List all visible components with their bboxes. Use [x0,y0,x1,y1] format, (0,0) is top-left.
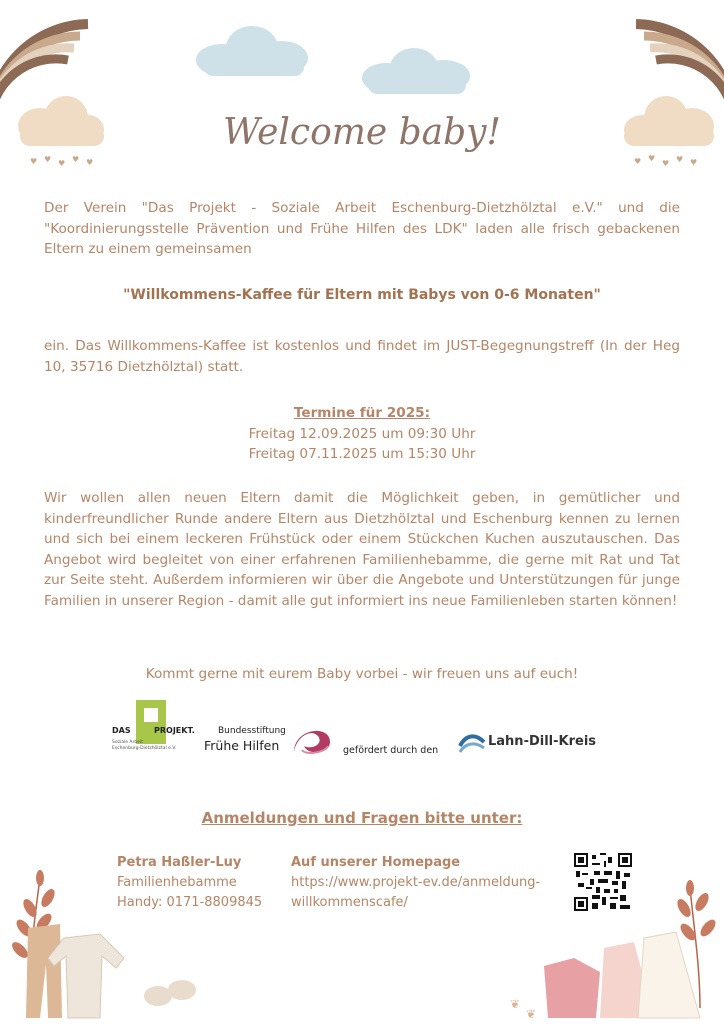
baby-clothes-left-icon [0,868,200,1024]
projekt-p-shape [136,700,166,744]
svg-text:♥: ♥ [30,157,38,166]
body-text: Wir wollen allen neuen Eltern damit die Möglichkeit geben, in gemütlicher und kinderfreundlicher Runde andere Eltern aus Dietzhölztal und Eschenburg kennen zu lernen und sich bei einem leckeren Frühstück oder einem Stückchen Kuchen auszutauschen. Das Angebot wird begleitet von einer erfahrenen Familienhebamme, die gerne mit Rat und Tat zur Seite steht. Außerdem informieren wir über die Angebote und Unterstützungen für junge Familien in unserer Region - damit alle gut informiert ins neue Familienleben starten können! [44,490,680,609]
svg-text:♥: ♥ [648,154,656,163]
contact-role: Familienhebamme [117,875,237,890]
projekt-das: DAS [112,726,131,735]
bundesstiftung-line1: Bundesstiftung [218,726,286,736]
event-title: "Willkommens-Kaffee für Eltern mit Babys von 0-6 Monaten" [123,287,601,303]
wave-icon [458,732,486,754]
lahn-dill-kreis-logo [458,730,608,758]
svg-text:♥: ♥ [58,159,66,168]
page-title: Welcome baby! [223,112,501,153]
intro-text: Der Verein "Das Projekt - Soziale Arbeit Eschenburg-Dietzhölztal e.V." und die "Koordinierungsstelle Prävention und Frühe Hilfen des LDK" laden alle frisch gebackenen Eltern zu einem gemeinsamen [44,200,680,257]
dates-heading: Termine für 2025: [293,405,431,421]
registration-heading: Anmeldungen und Fragen bitte unter: [201,809,523,827]
baby-clothes-right-icon [504,868,724,1024]
svg-text:♥: ♥ [86,158,94,167]
gefoerdert-text: gefördert durch den [343,745,439,756]
cloud-right-icon [356,44,476,100]
dates-section [0,403,724,465]
das-projekt-logo [110,700,200,760]
frühe-hilfen-swirl-icon [290,722,334,758]
homepage-block [291,853,540,913]
date-item: Freitag 07.11.2025 um 15:30 Uhr [248,446,476,462]
contact-name: Petra Haßler-Luy [117,855,242,870]
projekt-sub2: Eschenburg-Dietzhölztal e.V. [112,746,177,751]
homepage-url-line2[interactable]: willkommenscafe/ [291,895,408,910]
ldk-name: Lahn-Dill-Kreis [488,734,597,749]
svg-text:♥: ♥ [690,158,698,167]
location-text: ein. Das Willkommens-Kaffee ist kostenlos und findet im JUST-Begegnungstreff (In der Heg 10, 35716 Dietzhölztal) statt. [44,338,680,375]
svg-text:♥: ♥ [72,155,80,164]
closing-text: Kommt gerne mit eurem Baby vorbei - wir freuen uns auf euch! [145,666,579,682]
svg-text:♥: ♥ [634,157,642,166]
bundesstiftung-logo [204,722,336,762]
projekt-name: PROJEKT. [154,726,195,735]
projekt-sub1: Soziale Arbeit [112,740,143,745]
svg-text:❦: ❦ [526,1007,537,1021]
svg-text:♥: ♥ [662,159,670,168]
svg-text:♥: ♥ [676,155,684,164]
svg-text:♥: ♥ [44,155,52,164]
homepage-url-line1[interactable]: https://www.projekt-ev.de/anmeldung- [291,875,541,890]
date-item: Freitag 12.09.2025 um 09:30 Uhr [248,425,476,442]
contact-phone[interactable]: Handy: 0171-8809845 [117,895,263,910]
cloud-left-icon [192,22,314,82]
bundesstiftung-line2: Frühe Hilfen [204,738,280,753]
svg-text:❦: ❦ [510,997,521,1011]
homepage-heading: Auf unserer Homepage [291,855,461,870]
